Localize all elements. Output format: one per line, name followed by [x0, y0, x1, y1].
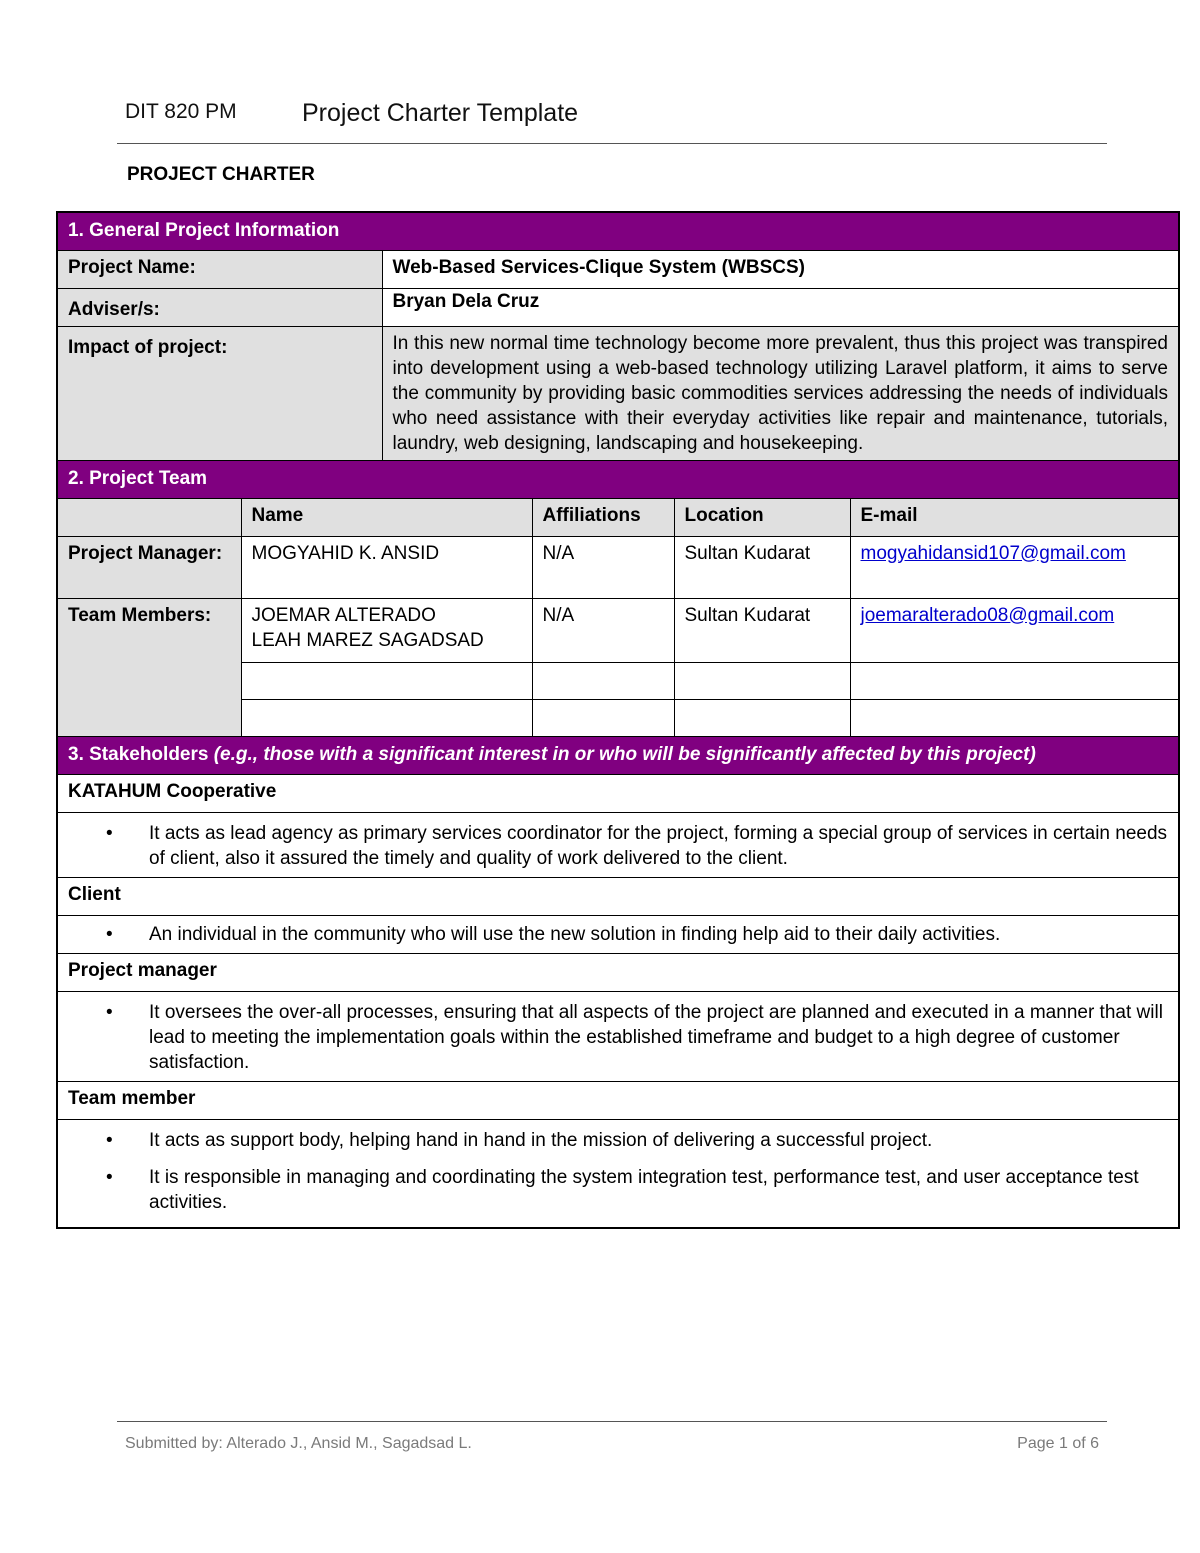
project-name-value: Web-Based Services-Clique System (WBSCS): [382, 250, 1179, 288]
stakeholder-desc-row: [57, 991, 1179, 1081]
empty-cell: [241, 699, 532, 736]
stakeholder-katahum-title: KATAHUM Cooperative: [57, 774, 1179, 812]
submitted-by: Submitted by: Alterado J., Ansid M., Sagadsad L.: [125, 1435, 472, 1452]
adviser-label: Adviser/s:: [57, 288, 382, 326]
empty-cell: [532, 699, 674, 736]
project-name-label: Project Name:: [57, 250, 382, 288]
impact-label: Impact of project:: [57, 326, 382, 460]
stakeholder-team-member-desc: [57, 1119, 1179, 1228]
column-email: E-mail: [850, 498, 1179, 536]
document-title: Project Charter Template: [302, 99, 579, 127]
page-header: [117, 96, 1107, 144]
stakeholder-desc-row: [57, 915, 1179, 953]
stakeholder-team-member-title: Team member: [57, 1081, 1179, 1119]
section-team-header: [57, 460, 1179, 498]
stakeholder-bullet: • An individual in the community who will use the new solution in finding help aid to their daily activities.: [106, 922, 1168, 947]
stakeholder-katahum-desc: [57, 812, 1179, 877]
project-charter-table: [56, 211, 1180, 1229]
page-footer: [117, 1421, 1107, 1452]
stakeholder-title-row: [57, 774, 1179, 812]
stakeholder-pm-desc: [57, 991, 1179, 1081]
pm-location: Sultan Kudarat: [674, 536, 850, 598]
project-manager-row: [57, 536, 1179, 598]
empty-cell: [674, 662, 850, 699]
pm-email: [850, 536, 1179, 598]
pm-name: MOGYAHID K. ANSID: [241, 536, 532, 598]
column-location: Location: [674, 498, 850, 536]
stakeholder-title-row: [57, 1081, 1179, 1119]
impact-row: [57, 326, 1179, 460]
section-stakeholders-note: (e.g., those with a significant interest in or who will be significantly affected by this project): [213, 743, 1036, 765]
pm-affiliation: N/A: [532, 536, 674, 598]
member-name-2: LEAH MAREZ SAGADSAD: [251, 629, 484, 651]
section-stakeholders-cell: [57, 736, 1179, 774]
stakeholder-title-row: [57, 953, 1179, 991]
stakeholder-client-desc: [57, 915, 1179, 953]
empty-cell: [850, 699, 1179, 736]
member-names: [241, 598, 532, 662]
section-general-header: [57, 212, 1179, 250]
pm-email-link[interactable]: mogyahidansid107@gmail.com: [860, 542, 1126, 564]
empty-cell: [850, 662, 1179, 699]
charter-heading: PROJECT CHARTER: [127, 164, 315, 185]
empty-cell: [532, 662, 674, 699]
team-corner-cell: [57, 498, 241, 536]
stakeholder-bullet: • It acts as lead agency as primary services coordinator for the project, forming a special group of services in certain needs of client, also it assured the timely and quality of work delivered to the client.: [106, 821, 1168, 871]
adviser-value: Bryan Dela Cruz: [382, 288, 1179, 326]
stakeholder-bullet: • It acts as support body, helping hand in hand in the mission of delivering a successful project.: [106, 1128, 1168, 1153]
column-affiliations: Affiliations: [532, 498, 674, 536]
page-number: Page 1 of 6: [1017, 1435, 1099, 1452]
team-members-label: Team Members:: [57, 598, 241, 736]
empty-cell: [241, 662, 532, 699]
section-stakeholders-title: 3. Stakeholders: [68, 743, 209, 765]
section-stakeholders-header: [57, 736, 1179, 774]
stakeholder-title-row: [57, 877, 1179, 915]
stakeholder-desc-row: [57, 1119, 1179, 1228]
team-column-headers: [57, 498, 1179, 536]
member-email-link[interactable]: joemaralterado08@gmail.com: [860, 604, 1115, 626]
member-name-1: JOEMAR ALTERADO: [251, 604, 436, 626]
project-name-row: [57, 250, 1179, 288]
stakeholder-desc-row: [57, 812, 1179, 877]
empty-cell: [674, 699, 850, 736]
member-affiliation: N/A: [532, 598, 674, 662]
adviser-row: [57, 288, 1179, 326]
member-email: [850, 598, 1179, 662]
column-name: Name: [241, 498, 532, 536]
team-members-row: [57, 598, 1179, 662]
stakeholder-pm-title: Project manager: [57, 953, 1179, 991]
course-code: DIT 820 PM: [125, 100, 237, 123]
stakeholder-bullet: • It is responsible in managing and coordinating the system integration test, performance test, and user acceptance test activities.: [106, 1165, 1168, 1215]
member-location: Sultan Kudarat: [674, 598, 850, 662]
section-team-title: 2. Project Team: [57, 460, 1179, 498]
impact-value: In this new normal time technology become more prevalent, thus this project was transpired into development using a web-based technology utilizing Laravel platform, it aims to serve the community by providing basic commodities services addressing the needs of individuals who need assistance with their everyday activities like repair and maintenance, tutorials, laundry, web designing, landscaping and housekeeping.: [382, 326, 1179, 460]
project-manager-label: Project Manager:: [57, 536, 241, 598]
stakeholder-client-title: Client: [57, 877, 1179, 915]
section-general-title: 1. General Project Information: [57, 212, 1179, 250]
stakeholder-bullet: • It oversees the over-all processes, ensuring that all aspects of the project are planned and executed in a manner that will lead to meeting the implementation goals within the established timeframe and budget to a high degree of customer satisfaction.: [106, 1000, 1168, 1075]
